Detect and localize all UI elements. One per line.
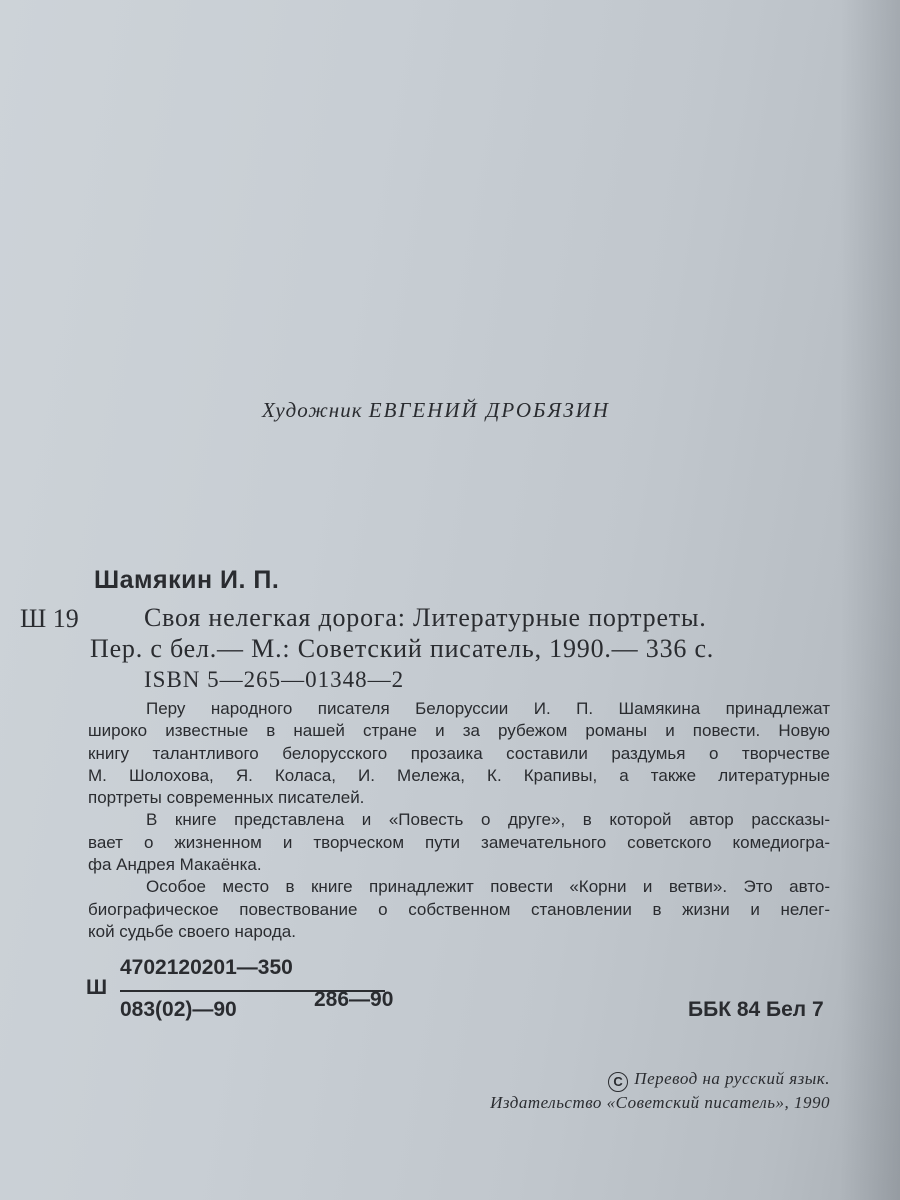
annotation-paragraph <box>88 876 830 943</box>
annotation-line: портреты современных писателей. <box>88 788 365 808</box>
artist-name: ЕВГЕНИЙ ДРОБЯЗИН <box>368 398 610 422</box>
publication-code <box>86 956 486 1038</box>
artist-credit <box>262 398 610 423</box>
annotation-line: широко известные в нашей стране и за рубежом романы и повести. Новую <box>88 721 830 741</box>
code-suffix: 286—90 <box>314 988 394 1011</box>
code-numerator: 4702120201—350 <box>120 956 293 979</box>
copyright-line-2: Издательство «Советский писатель», 1990 <box>490 1093 830 1112</box>
annotation-line: фа Андрея Макаёнка. <box>88 855 262 875</box>
bibliographic-record <box>90 602 715 695</box>
annotation-line: кой судьбе своего народа. <box>88 921 296 941</box>
copyright-translation: Перевод на русский язык. <box>634 1069 830 1088</box>
shelf-mark: Ш 19 <box>20 604 79 633</box>
annotation-line: биографическое повествование о собственном становлении в жизни и нелег- <box>88 899 830 919</box>
annotation-line: М. Шолохова, Я. Коласа, И. Мележа, К. Крапивы, а также литературные <box>88 765 830 785</box>
annotation-line: вает о жизненном и творческом пути замечательного советского комедиогра- <box>88 832 830 852</box>
page-edge-shadow <box>840 0 900 1200</box>
annotation-line: Перу народного писателя Белоруссии И. П. Шамякина принадлежат <box>146 699 830 718</box>
annotation-paragraph <box>88 698 830 809</box>
author-heading: Шамякин И. П. <box>94 566 280 594</box>
copyright-line-1 <box>490 1068 830 1092</box>
code-letter: Ш <box>86 976 108 999</box>
biblio-publication-line: Пер. с бел.— М.: Советский писатель, 1990.— 336 с. <box>90 634 715 663</box>
copyright-notice <box>490 1068 830 1114</box>
annotation-line: В книге представлена и «Повесть о друге», в которой автор рассказы- <box>146 810 830 830</box>
copyright-icon: C <box>608 1072 628 1092</box>
annotation <box>88 698 830 943</box>
annotation-line: книгу талантливого белорусского прозаика составили раздумья о творчестве <box>88 743 830 763</box>
biblio-title-line: Своя нелегкая дорога: Литературные портреты. <box>144 603 707 632</box>
annotation-line: Особое место в книге принадлежит повести «Корни и ветви». Это авто- <box>146 877 830 897</box>
annotation-paragraph <box>88 809 830 876</box>
artist-role: Художник <box>262 398 363 422</box>
code-denominator: 083(02)—90 <box>120 998 237 1021</box>
isbn: ISBN 5—265—01348—2 <box>144 667 405 692</box>
bbk-index: ББК 84 Бел 7 <box>688 998 824 1021</box>
